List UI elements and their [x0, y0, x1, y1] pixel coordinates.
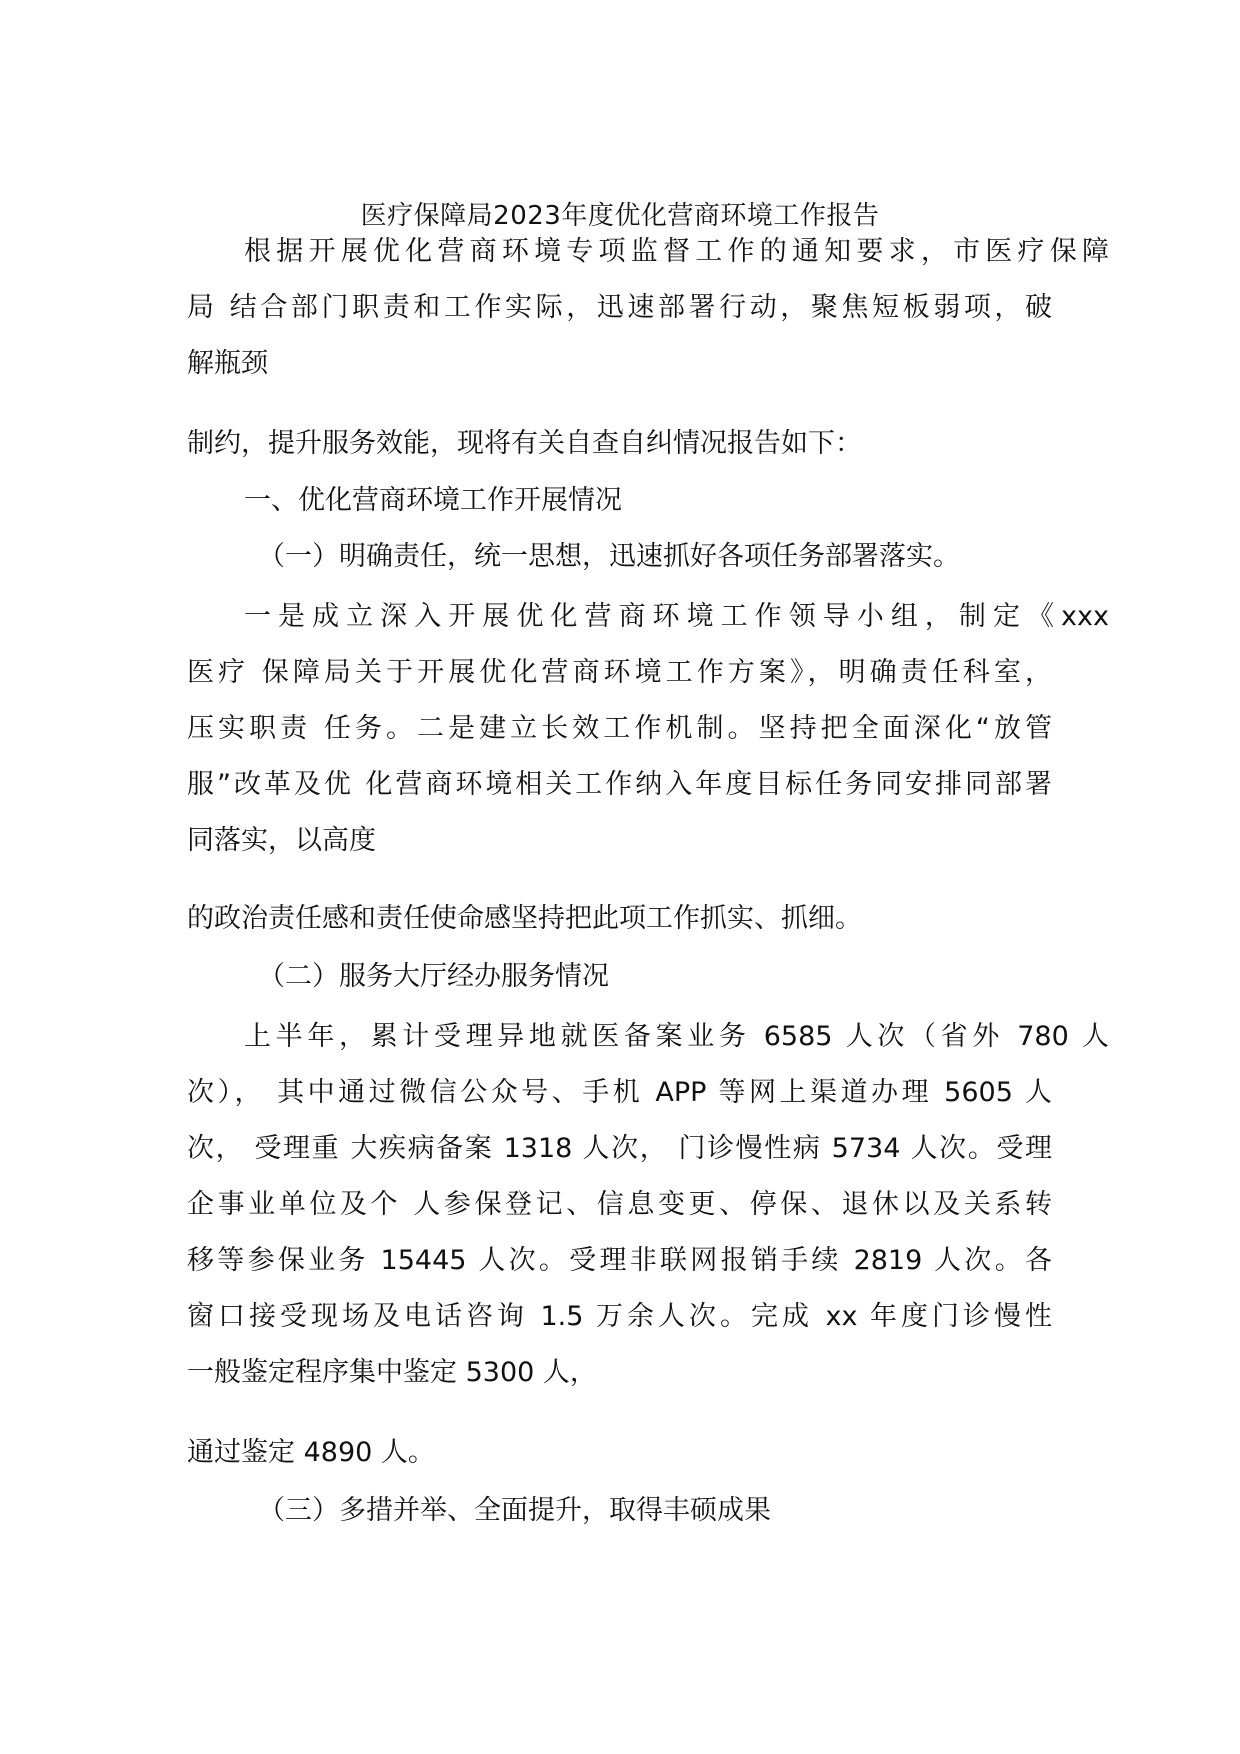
subsection-heading: （一）明确责任，统一思想，迅速抓好各项任务部署落实。 — [258, 541, 960, 572]
paragraph-line: 医疗 保障局关于开展优化营商环境工作方案》，明确责任科室， — [187, 657, 1052, 688]
paragraph-line: 根据开展优化营商环境专项监督工作的通知要求，市医疗保障 — [244, 236, 1109, 267]
subsection-heading: （三）多措并举、全面提升，取得丰硕成果 — [258, 1495, 771, 1526]
paragraph-line: 一般鉴定程序集中鉴定 5300 人， — [187, 1357, 597, 1388]
paragraph-line: 服”改革及优 化营商环境相关工作纳入年度目标任务同安排同部署 — [187, 769, 1052, 800]
paragraph-line: 解瓶颈 — [187, 348, 268, 379]
paragraph-line: 压实职责 任务。二是建立长效工作机制。坚持把全面深化“放管 — [187, 713, 1052, 744]
paragraph-line: 制约，提升服务效能，现将有关自查自纠情况报告如下： — [187, 428, 862, 459]
paragraph-line: 次）， 其中通过微信公众号、手机 APP 等网上渠道办理 5605 人 — [187, 1077, 1052, 1108]
paragraph-line: 移等参保业务 15445 人次。受理非联网报销手续 2819 人次。各 — [187, 1245, 1052, 1276]
document-title: 医疗保障局2023年度优化营商环境工作报告 — [360, 201, 880, 231]
paragraph-line: 局 结合部门职责和工作实际，迅速部署行动，聚焦短板弱项，破 — [187, 292, 1052, 323]
section-heading: 一、优化营商环境工作开展情况 — [244, 485, 622, 516]
paragraph-line: 上半年，累计受理异地就医备案业务 6585 人次（省外 780 人 — [244, 1021, 1109, 1052]
paragraph-line: 同落实，以高度 — [187, 825, 376, 856]
paragraph-line: 的政治责任感和责任使命感坚持把此项工作抓实、抓细。 — [187, 903, 862, 934]
paragraph-line: 通过鉴定 4890 人。 — [187, 1437, 435, 1468]
paragraph-line: 一是成立深入开展优化营商环境工作领导小组，制定《xxx — [244, 601, 1109, 632]
paragraph-line: 窗口接受现场及电话咨询 1.5 万余人次。完成 xx 年度门诊慢性 — [187, 1301, 1052, 1332]
paragraph-line: 次， 受理重 大疾病备案 1318 人次， 门诊慢性病 5734 人次。受理 — [187, 1133, 1052, 1164]
subsection-heading: （二）服务大厅经办服务情况 — [258, 961, 609, 992]
paragraph-line: 企事业单位及个 人参保登记、信息变更、停保、退休以及关系转 — [187, 1189, 1052, 1220]
